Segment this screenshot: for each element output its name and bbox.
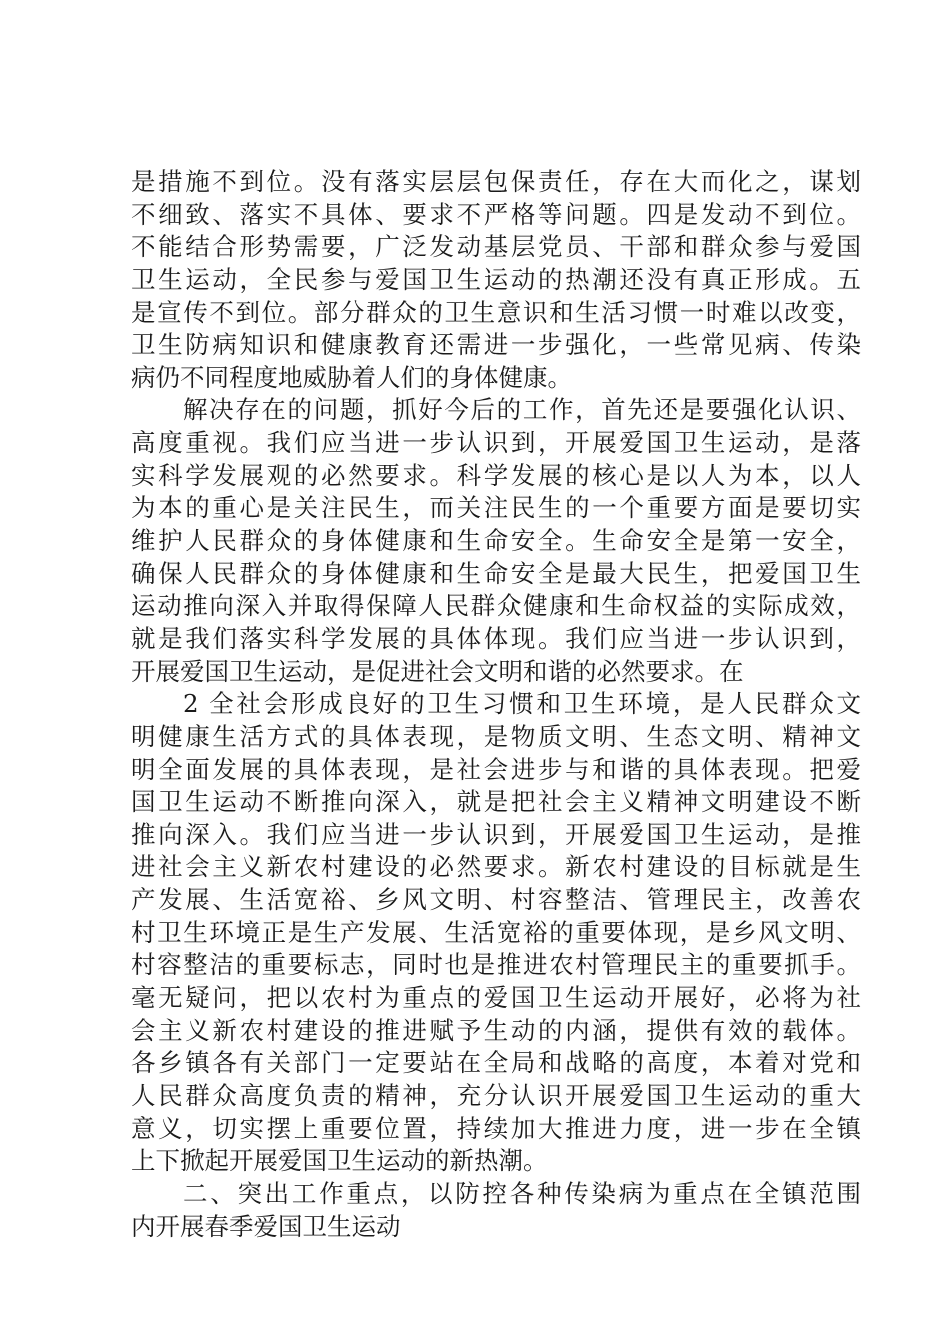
text-line: 二、突出工作重点，以防控各种传染病为重点在全镇范围 — [183, 1178, 861, 1208]
text-line: 意义，切实摆上重要位置，持续加大推进力度，进一步在全镇 — [131, 1113, 861, 1143]
text-line: 就是我们落实科学发展的具体体现。我们应当进一步认识到， — [131, 623, 861, 653]
text-line: 运动推向深入并取得保障人民群众健康和生命权益的实际成效， — [131, 591, 861, 621]
text-line: 卫生防病知识和健康教育还需进一步强化，一些常见病、传染 — [131, 330, 861, 360]
text-line: 是宣传不到位。部分群众的卫生意识和生活习惯一时难以改变， — [131, 297, 861, 327]
text-line: 村容整洁的重要标志，同时也是推进农村管理民主的重要抓手。 — [131, 950, 861, 980]
text-line: 维护人民群众的身体健康和生命安全。生命安全是第一安全， — [131, 526, 861, 556]
text-line: 2 全社会形成良好的卫生习惯和卫生环境，是人民群众文 — [183, 689, 861, 719]
text-line: 会主义新农村建设的推进赋予生动的内涵，提供有效的载体。 — [131, 1015, 861, 1045]
text-line: 村卫生环境正是生产发展、生活宽裕的重要体现，是乡风文明、 — [131, 917, 861, 947]
text-line: 不细致、落实不具体、要求不严格等问题。四是发动不到位。 — [131, 199, 861, 229]
text-line: 产发展、生活宽裕、乡风文明、村容整洁、管理民主，改善农 — [131, 885, 861, 915]
text-line: 卫生运动，全民参与爱国卫生运动的热潮还没有真正形成。五 — [131, 264, 861, 294]
document-page — [131, 166, 861, 1243]
text-line: 上下掀起开展爱国卫生运动的新热潮。 — [131, 1146, 548, 1176]
text-line: 为本的重心是关注民生，而关注民生的一个重要方面是要切实 — [131, 493, 861, 523]
text-line: 推向深入。我们应当进一步认识到，开展爱国卫生运动，是推 — [131, 819, 861, 849]
text-line: 病仍不同程度地威胁着人们的身体健康。 — [131, 362, 572, 392]
text-line: 进社会主义新农村建设的必然要求。新农村建设的目标就是生 — [131, 852, 861, 882]
text-line: 是措施不到位。没有落实层层包保责任，存在大而化之，谋划 — [131, 167, 861, 196]
text-line: 实科学发展观的必然要求。科学发展的核心是以人为本，以人 — [131, 460, 861, 490]
text-line: 明健康生活方式的具体表现，是物质文明、生态文明、精神文 — [131, 721, 861, 751]
text-line: 国卫生运动不断推向深入，就是把社会主义精神文明建设不断 — [131, 787, 861, 817]
text-line: 确保人民群众的身体健康和生命安全是最大民生，把爱国卫生 — [131, 558, 861, 588]
text-line: 人民群众高度负责的精神，充分认识开展爱国卫生运动的重大 — [131, 1080, 861, 1110]
text-line: 不能结合形势需要，广泛发动基层党员、干部和群众参与爱国 — [131, 232, 861, 262]
text-line: 毫无疑问，把以农村为重点的爱国卫生运动开展好，必将为社 — [131, 983, 861, 1013]
text-line: 高度重视。我们应当进一步认识到，开展爱国卫生运动，是落 — [131, 428, 861, 458]
text-line: 解决存在的问题，抓好今后的工作，首先还是要强化认识、 — [183, 395, 861, 425]
text-line: 明全面发展的具体表现，是社会进步与和谐的具体表现。把爱 — [131, 754, 861, 784]
text-line: 内开展春季爱国卫生运动 — [131, 1211, 401, 1241]
text-line: 各乡镇各有关部门一定要站在全局和战略的高度，本着对党和 — [131, 1048, 861, 1078]
text-line: 开展爱国卫生运动，是促进社会文明和谐的必然要求。在 — [131, 656, 744, 686]
